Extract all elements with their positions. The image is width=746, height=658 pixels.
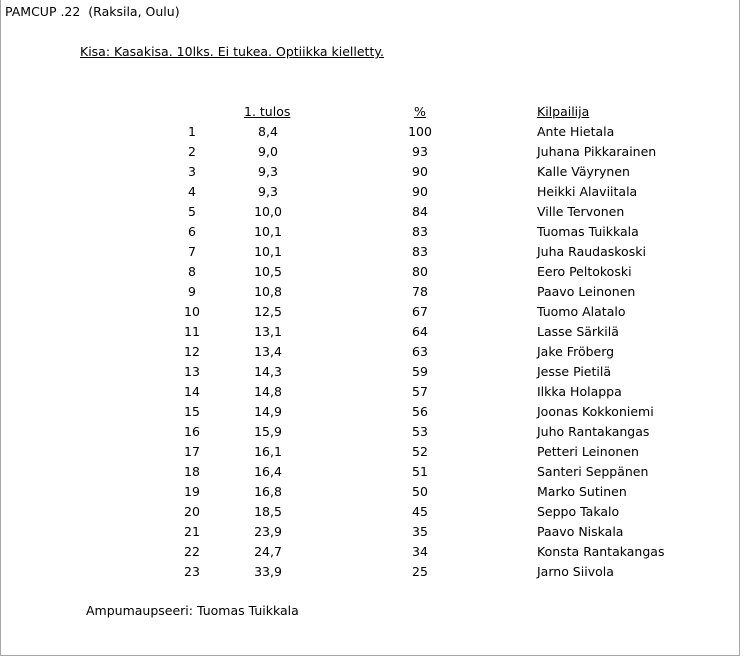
table-row <box>1 362 741 382</box>
result-cell: 16,8 <box>254 484 282 499</box>
table-row <box>1 562 741 582</box>
table-row <box>1 322 741 342</box>
result-cell: 9,3 <box>258 184 278 199</box>
percent-cell: 51 <box>412 464 428 479</box>
result-cell: 14,9 <box>254 404 282 419</box>
rank-cell: 18 <box>184 464 200 479</box>
results-table <box>1 122 741 582</box>
percent-cell: 35 <box>412 524 428 539</box>
competitor-cell: Paavo Niskala <box>537 524 624 539</box>
table-row <box>1 442 741 462</box>
rank-cell: 19 <box>184 484 200 499</box>
competitor-cell: Jake Fröberg <box>537 344 615 359</box>
percent-cell: 83 <box>412 224 428 239</box>
rank-cell: 5 <box>188 204 196 219</box>
rank-cell: 17 <box>184 444 200 459</box>
competitor-cell: Paavo Leinonen <box>537 284 636 299</box>
rank-cell: 8 <box>188 264 196 279</box>
result-cell: 10,5 <box>254 264 282 279</box>
percent-cell: 83 <box>412 244 428 259</box>
table-row <box>1 522 741 542</box>
percent-cell: 84 <box>412 204 428 219</box>
result-cell: 15,9 <box>254 424 282 439</box>
competitor-cell: Petteri Leinonen <box>537 444 639 459</box>
result-cell: 14,3 <box>254 364 282 379</box>
result-cell: 16,1 <box>254 444 282 459</box>
percent-cell: 80 <box>412 264 428 279</box>
percent-cell: 93 <box>412 144 428 159</box>
table-row <box>1 342 741 362</box>
table-row <box>1 482 741 502</box>
competitor-cell: Seppo Takalo <box>537 504 620 519</box>
competitor-cell: Juhana Pikkarainen <box>537 144 657 159</box>
header-first-result: 1. tulos <box>244 104 291 119</box>
competitor-cell: Kalle Väyrynen <box>537 164 630 179</box>
percent-cell: 53 <box>412 424 428 439</box>
table-row <box>1 162 741 182</box>
percent-cell: 63 <box>412 344 428 359</box>
rank-cell: 10 <box>184 304 200 319</box>
result-cell: 12,5 <box>254 304 282 319</box>
rank-cell: 11 <box>184 324 200 339</box>
table-row <box>1 282 741 302</box>
table-row <box>1 302 741 322</box>
competition-description: Kisa: Kasakisa. 10lks. Ei tukea. Optiikka kielletty. <box>80 44 384 59</box>
competitor-cell: Joonas Kokkoniemi <box>537 404 654 419</box>
table-row <box>1 202 741 222</box>
rank-cell: 23 <box>184 564 200 579</box>
table-row <box>1 122 741 142</box>
rank-cell: 1 <box>188 124 196 139</box>
table-row <box>1 382 741 402</box>
table-row <box>1 222 741 242</box>
competitor-cell: Tuomo Alatalo <box>537 304 626 319</box>
rank-cell: 7 <box>188 244 196 259</box>
rank-cell: 9 <box>188 284 196 299</box>
rank-cell: 13 <box>184 364 200 379</box>
rank-cell: 3 <box>188 164 196 179</box>
competitor-cell: Heikki Alaviitala <box>537 184 638 199</box>
competitor-cell: Jesse Pietilä <box>537 364 611 379</box>
result-cell: 18,5 <box>254 504 282 519</box>
competitor-cell: Eero Peltokoski <box>537 264 632 279</box>
competitor-cell: Tuomas Tuikkala <box>537 224 639 239</box>
table-row <box>1 422 741 442</box>
rank-cell: 22 <box>184 544 200 559</box>
table-row <box>1 142 741 162</box>
percent-cell: 56 <box>412 404 428 419</box>
result-cell: 10,1 <box>254 244 282 259</box>
table-row <box>1 242 741 262</box>
result-cell: 14,8 <box>254 384 282 399</box>
percent-cell: 57 <box>412 384 428 399</box>
result-cell: 9,0 <box>258 144 278 159</box>
table-row <box>1 502 741 522</box>
range-officer: Ampumaupseeri: Tuomas Tuikkala <box>86 603 299 618</box>
table-row <box>1 462 741 482</box>
percent-cell: 25 <box>412 564 428 579</box>
table-row <box>1 262 741 282</box>
percent-cell: 34 <box>412 544 428 559</box>
percent-cell: 90 <box>412 164 428 179</box>
result-cell: 8,4 <box>258 124 278 139</box>
header-competitor: Kilpailija <box>537 104 590 119</box>
percent-cell: 100 <box>408 124 432 139</box>
result-cell: 10,1 <box>254 224 282 239</box>
competitor-cell: Ante Hietala <box>537 124 615 139</box>
competitor-cell: Ilkka Holappa <box>537 384 622 399</box>
percent-cell: 45 <box>412 504 428 519</box>
rank-cell: 16 <box>184 424 200 439</box>
result-cell: 23,9 <box>254 524 282 539</box>
competitor-cell: Juha Raudaskoski <box>537 244 646 259</box>
percent-cell: 52 <box>412 444 428 459</box>
percent-cell: 90 <box>412 184 428 199</box>
table-row <box>1 182 741 202</box>
document-title: PAMCUP .22 (Raksila, Oulu) <box>5 4 180 19</box>
rank-cell: 15 <box>184 404 200 419</box>
result-cell: 9,3 <box>258 164 278 179</box>
header-percent: % <box>414 104 426 119</box>
table-row <box>1 542 741 562</box>
rank-cell: 6 <box>188 224 196 239</box>
rank-cell: 21 <box>184 524 200 539</box>
competitor-cell: Juho Rantakangas <box>537 424 650 439</box>
competitor-cell: Marko Sutinen <box>537 484 627 499</box>
competitor-cell: Jarno Siivola <box>537 564 614 579</box>
result-cell: 13,4 <box>254 344 282 359</box>
competitor-cell: Konsta Rantakangas <box>537 544 665 559</box>
result-cell: 24,7 <box>254 544 282 559</box>
result-cell: 13,1 <box>254 324 282 339</box>
rank-cell: 2 <box>188 144 196 159</box>
percent-cell: 50 <box>412 484 428 499</box>
percent-cell: 67 <box>412 304 428 319</box>
rank-cell: 14 <box>184 384 200 399</box>
percent-cell: 64 <box>412 324 428 339</box>
result-cell: 10,8 <box>254 284 282 299</box>
rank-cell: 12 <box>184 344 200 359</box>
table-row <box>1 402 741 422</box>
competitor-cell: Lasse Särkilä <box>537 324 619 339</box>
percent-cell: 59 <box>412 364 428 379</box>
result-cell: 16,4 <box>254 464 282 479</box>
competitor-cell: Ville Tervonen <box>537 204 625 219</box>
result-cell: 10,0 <box>254 204 282 219</box>
result-cell: 33,9 <box>254 564 282 579</box>
percent-cell: 78 <box>412 284 428 299</box>
rank-cell: 20 <box>184 504 200 519</box>
rank-cell: 4 <box>188 184 196 199</box>
competitor-cell: Santeri Seppänen <box>537 464 649 479</box>
